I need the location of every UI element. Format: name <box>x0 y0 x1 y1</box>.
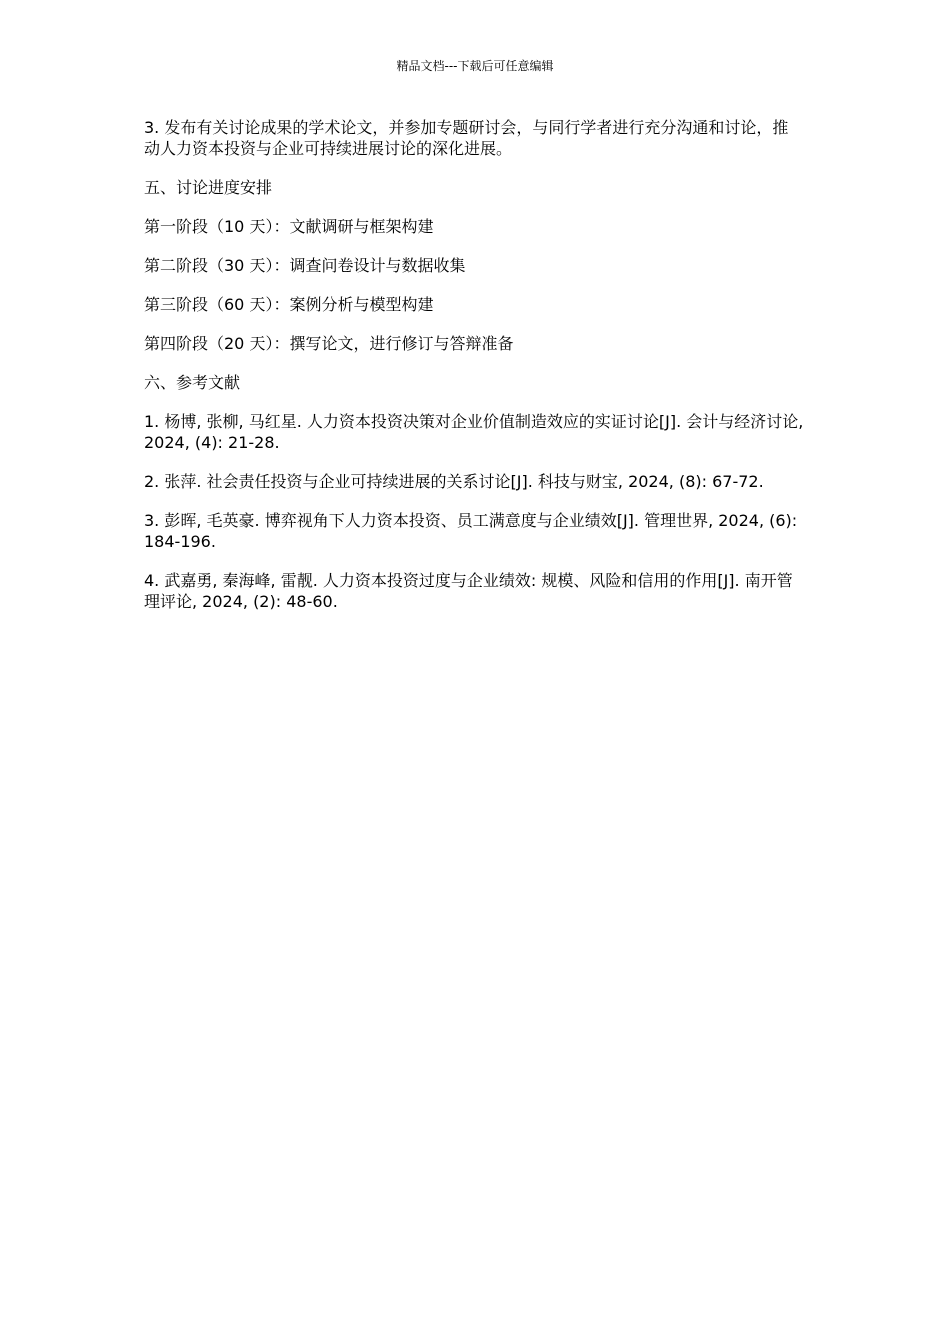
schedule-item-3: 第三阶段（60 天）：案例分析与模型构建 <box>144 295 434 314</box>
document-body <box>144 117 804 630</box>
section-heading-schedule: 五、讨论进度安排 <box>144 178 273 197</box>
list-item-3: 3. 发布有关讨论成果的学术论文，并参加专题研讨会，与同行学者进行充分沟通和讨论，推动人力资本投资与企业可持续进展讨论的深化进展。 <box>144 118 789 158</box>
reference-item-4: 4. 武嘉勇, 秦海峰, 雷靓. 人力资本投资过度与企业绩效: 规模、风险和信用的作用[J]. 南开管理评论, 2024, (2): 48-60. <box>144 571 793 611</box>
page-header: 精品文档---下载后可任意编辑 <box>396 59 554 73</box>
reference-item-2: 2. 张萍. 社会责任投资与企业可持续进展的关系讨论[J]. 科技与财宝, 2024, (8): 67-72. <box>144 472 764 491</box>
schedule-item-1: 第一阶段（10 天）：文献调研与框架构建 <box>144 217 434 236</box>
section-heading-references: 六、参考文献 <box>144 373 241 392</box>
reference-item-3: 3. 彭晖, 毛英豪. 博弈视角下人力资本投资、员工满意度与企业绩效[J]. 管理世界, 2024, (6): 184-196. <box>144 511 798 551</box>
schedule-item-4: 第四阶段（20 天）：撰写论文，进行修订与答辩准备 <box>144 334 514 353</box>
schedule-item-2: 第二阶段（30 天）：调查问卷设计与数据收集 <box>144 256 466 275</box>
reference-item-1: 1. 杨博, 张柳, 马红星. 人力资本投资决策对企业价值制造效应的实证讨论[J]. 会计与经济讨论, 2024, (4): 21-28. <box>144 412 804 452</box>
